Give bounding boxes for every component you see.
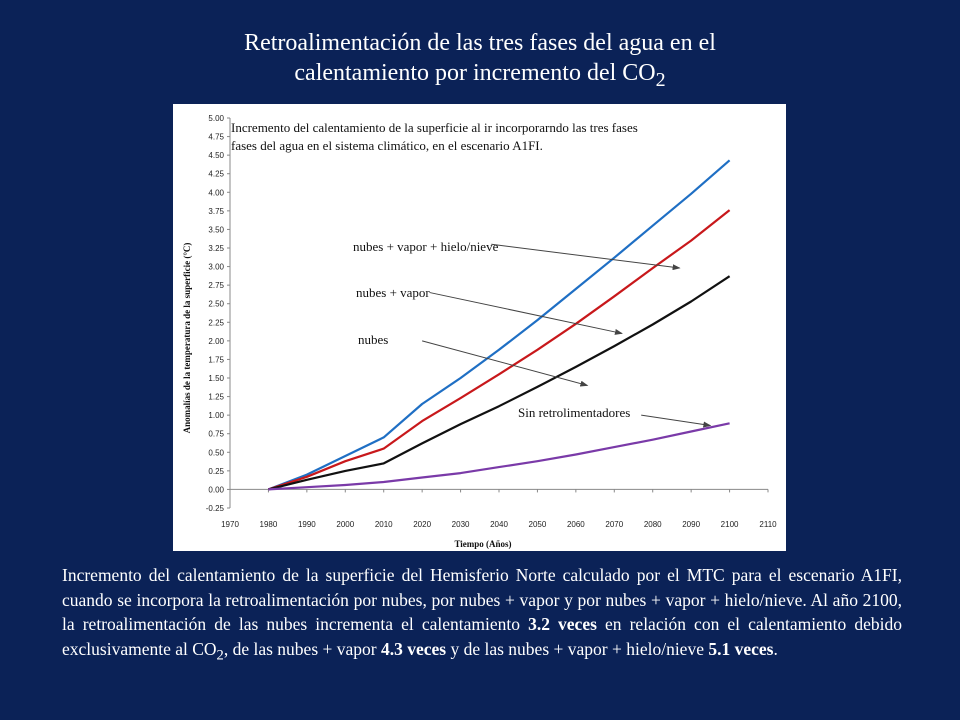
annotation-nubes-vapor-hielo: nubes + vapor + hielo/nieve — [353, 239, 499, 254]
chart-panel — [173, 104, 786, 551]
series-line-3 — [268, 423, 729, 489]
x-tick-label: 2060 — [566, 520, 585, 529]
y-tick-label: 2.50 — [208, 299, 224, 309]
x-tick-label: 2080 — [643, 520, 662, 529]
caption-bold-3-2: 3.2 veces — [528, 614, 597, 634]
slide-title-line2 — [0, 58, 960, 95]
y-tick-label: 3.00 — [208, 262, 224, 272]
y-tick-label: 1.25 — [208, 392, 224, 402]
x-tick-label: 2070 — [605, 520, 624, 529]
annotation-nubes-vapor: nubes + vapor — [356, 285, 430, 300]
annotation-sin-retro: Sin retrolimentadores — [518, 405, 631, 420]
y-tick-label: 1.75 — [208, 355, 224, 365]
y-tick-label: 3.25 — [208, 244, 224, 253]
y-tick-label: 3.75 — [208, 206, 224, 216]
caption-part4: y de las nubes + vapor + hielo/nieve — [446, 638, 709, 659]
y-tick-label: 0.25 — [208, 466, 224, 476]
temperature-anomaly-chart — [173, 104, 786, 551]
x-tick-label: 2050 — [528, 520, 547, 529]
annotation-arrows — [422, 244, 710, 425]
y-tick-label: 4.75 — [208, 132, 224, 142]
y-tick-label: 1.00 — [208, 411, 224, 421]
series-lines — [268, 160, 729, 489]
x-tick-label: 2090 — [682, 520, 701, 529]
chart-axes — [230, 118, 768, 508]
annotation-arrow-1 — [430, 293, 622, 334]
y-tick-label: 2.75 — [208, 281, 224, 291]
y-tick-label: 2.25 — [208, 318, 224, 328]
caption-part1: Incremento del calentamiento de la superficie del Hemisferio Norte calculado por el MTC para el escenario A1FI, cuando se incorpora la retroalimentación por nubes, por nubes + vapor y por nubes + vapor + hielo/nieve. Al año 2100, la retroalimentación de las nubes incrementa el calentamiento — [62, 565, 902, 634]
caption-part3: , de las nubes + vapor — [223, 638, 381, 659]
x-tick-label: 2030 — [451, 520, 470, 529]
annotation-arrow-0 — [491, 244, 679, 268]
caption-bold-5-1: 5.1 veces — [708, 638, 774, 659]
annotation-arrow-2 — [422, 341, 587, 386]
annotation-nubes: nubes — [358, 332, 389, 347]
caption-text — [62, 563, 902, 668]
caption-subscript: 2 — [216, 647, 224, 663]
chart-title-line1: Incremento del calentamiento de la superficie al ir incorporarndo las tres fases — [231, 120, 638, 135]
x-tick-label: 2020 — [413, 520, 432, 529]
caption-part2: en relación con el calentamiento debido exclusivamente al CO — [62, 614, 902, 659]
y-tick-label: 2.00 — [208, 336, 224, 346]
y-tick-label: 1.50 — [208, 374, 224, 383]
chart-title-line2: fases del agua en el sistema climático, en el escenario A1FI. — [231, 138, 543, 153]
series-line-2 — [268, 276, 729, 489]
slide-title-line2-text: calentamiento por incremento del CO — [294, 60, 656, 86]
y-tick-label: 0.75 — [208, 429, 224, 439]
x-tick-label: 1980 — [259, 520, 278, 529]
x-tick-label: 2110 — [759, 520, 777, 529]
x-tick-label: 1970 — [221, 520, 239, 529]
y-tick-label: 0.50 — [208, 448, 224, 458]
slide-title — [0, 28, 960, 95]
x-tick-label: 2100 — [720, 520, 739, 529]
series-line-0 — [268, 160, 729, 489]
x-axis-title: Tiempo (Años) — [454, 539, 512, 549]
y-tick-label: 3.50 — [208, 225, 224, 235]
annotation-arrow-3 — [641, 415, 710, 425]
y-tick-label: 4.50 — [208, 151, 224, 161]
slide-title-subscript: 2 — [655, 68, 666, 91]
x-tick-label: 2000 — [336, 520, 355, 529]
x-tick-labels — [221, 489, 777, 529]
x-tick-label: 1990 — [297, 520, 316, 529]
y-tick-label: 4.25 — [208, 169, 224, 179]
y-tick-label: 5.00 — [208, 114, 224, 123]
y-tick-label: -0.25 — [205, 504, 224, 513]
y-tick-labels — [206, 114, 230, 513]
caption-part5: . — [773, 638, 778, 659]
x-tick-label: 2040 — [490, 520, 508, 529]
y-tick-label: 4.00 — [208, 188, 224, 198]
y-axis-title: Anomalías de la temperatura de la superficie (°C) — [182, 242, 192, 434]
caption-bold-4-3: 4.3 veces — [380, 638, 447, 659]
x-tick-label: 2010 — [374, 520, 393, 529]
slide-title-line1: Retroalimentación de las tres fases del agua en el — [244, 30, 716, 56]
y-tick-label: 0.00 — [208, 485, 224, 495]
